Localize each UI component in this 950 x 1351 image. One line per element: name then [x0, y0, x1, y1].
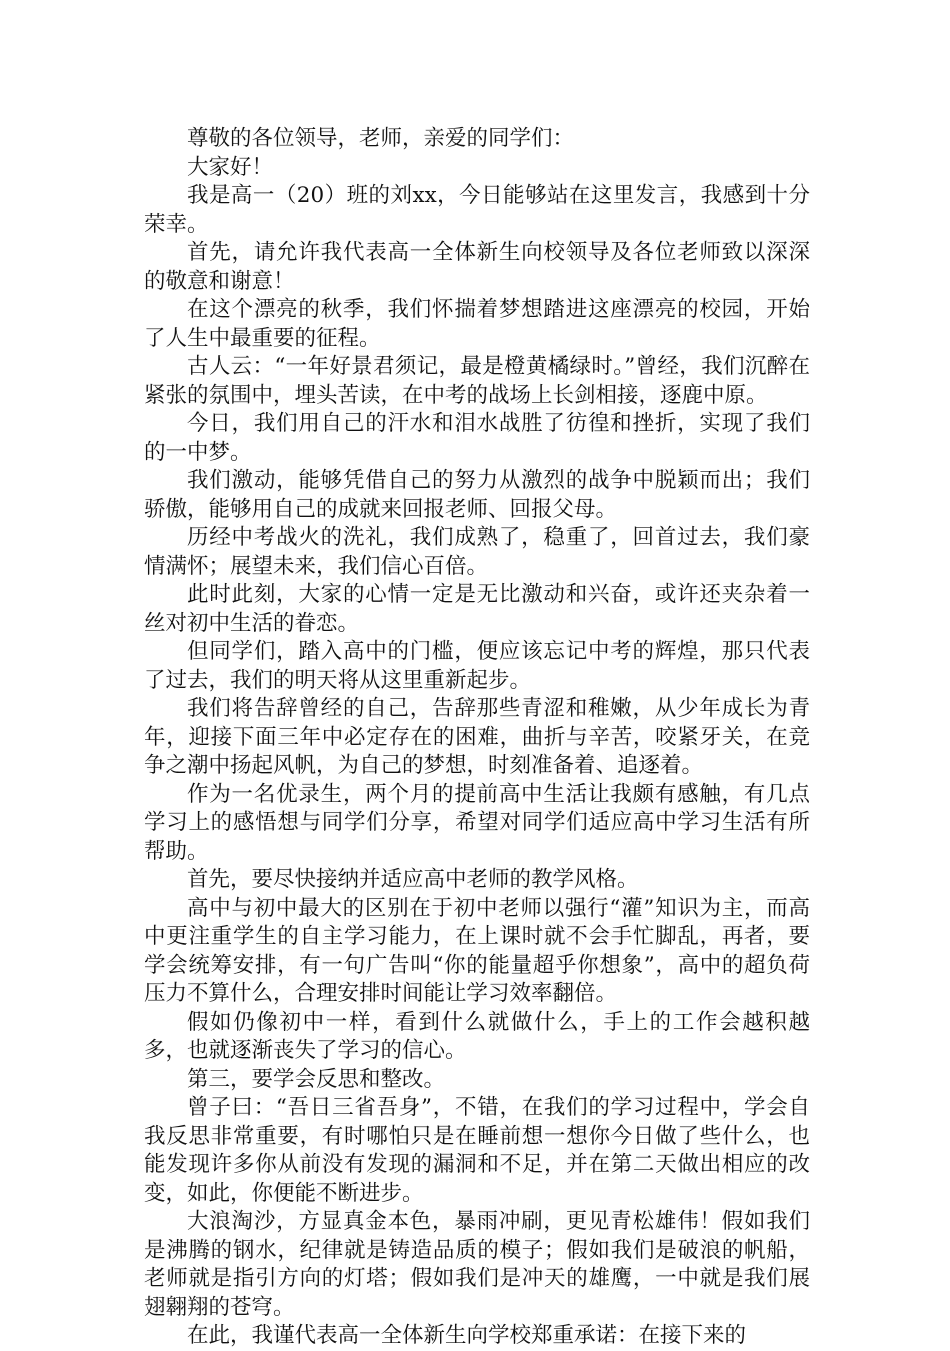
paragraph: 在这个漂亮的秋季，我们怀揣着梦想踏进这座漂亮的校园，开始了人生中最重要的征程。: [144, 297, 810, 351]
paragraph-greeting: 大家好！: [187, 154, 274, 180]
paragraph: 此时此刻，大家的心情一定是无比激动和兴奋，或许还夹杂着一丝对初中生活的眷恋。: [144, 582, 810, 636]
paragraph-thanks: 首先，请允许我代表高一全体新生向校领导及各位老师致以深深的敬意和谢意！: [144, 240, 810, 294]
paragraph: 我们激动，能够凭借自己的努力从激烈的战争中脱颖而出；我们骄傲，能够用自己的成就来回报老师、回报父母。: [144, 468, 810, 522]
paragraph: 但同学们，踏入高中的门槛，便应该忘记中考的辉煌，那只代表了过去，我们的明天将从这里重新起步。: [144, 639, 810, 693]
paragraph: 历经中考战火的洗礼，我们成熟了，稳重了，回首过去，我们豪情满怀；展望未来，我们信心百倍。: [144, 525, 810, 579]
paragraph: 今日，我们用自己的汗水和泪水战胜了彷徨和挫折，实现了我们的一中梦。: [144, 411, 810, 465]
paragraph: 高中与初中最大的区别在于初中老师以强行“灌”知识为主，而高中更注重学生的自主学习能力，在上课时就不会手忙脚乱，再者，要学会统筹安排，有一句广告叫“你的能量超乎你想象”，高中的超负荷压力不算什么，合理安排时间能让学习效率翻倍。: [144, 895, 810, 1006]
paragraph: 我们将告辞曾经的自己，告辞那些青涩和稚嫩，从少年成长为青年，迎接下面三年中必定存在的困难，曲折与辛苦，咬紧牙关，在竞争之潮中扬起风帆，为自己的梦想，时刻准备着、追逐着。: [144, 696, 810, 778]
paragraph: 第三，要学会反思和整改。: [187, 1066, 446, 1092]
paragraph: 大浪淘沙，方显真金本色，暴雨冲刷，更见青松雄伟！假如我们是沸腾的钢水，纪律就是铸造品质的模子；假如我们是破浪的帆船，老师就是指引方向的灯塔；假如我们是冲天的雄鹰，一中就是我们展翅翱翔的苍穹。: [144, 1209, 810, 1320]
paragraph: 假如仍像初中一样，看到什么就做什么，手上的工作会越积越多，也就逐渐丧失了学习的信心。: [144, 1009, 810, 1063]
paragraph-salutation: 尊敬的各位领导，老师，亲爱的同学们：: [187, 126, 575, 151]
paragraph: 首先，要尽快接纳并适应高中老师的教学风格。: [187, 867, 639, 892]
speech-text-body: [144, 125, 810, 1351]
paragraph-closing: 在此，我谨代表高一全体新生向学校郑重承诺：在接下来的: [187, 1323, 747, 1348]
paragraph: 古人云：“一年好景君须记，最是橙黄橘绿时。”曾经，我们沉醉在紧张的氛围中，埋头苦读，在中考的战场上长剑相接，逐鹿中原。: [144, 354, 810, 408]
paragraph-introduction: 我是高一（20）班的刘xx，今日能够站在这里发言，我感到十分荣幸。: [144, 183, 810, 237]
paragraph: 曾子曰：“吾日三省吾身”，不错，在我们的学习过程中，学会自我反思非常重要，有时哪怕只是在睡前想一想你今日做了些什么，也能发现许多你从前没有发现的漏洞和不足，并在第二天做出相应的改变，如此，你便能不断进步。: [144, 1095, 810, 1206]
paragraph: 作为一名优录生，两个月的提前高中生活让我颇有感触，有几点学习上的感悟想与同学们分享，希望对同学们适应高中学习生活有所帮助。: [144, 781, 810, 864]
